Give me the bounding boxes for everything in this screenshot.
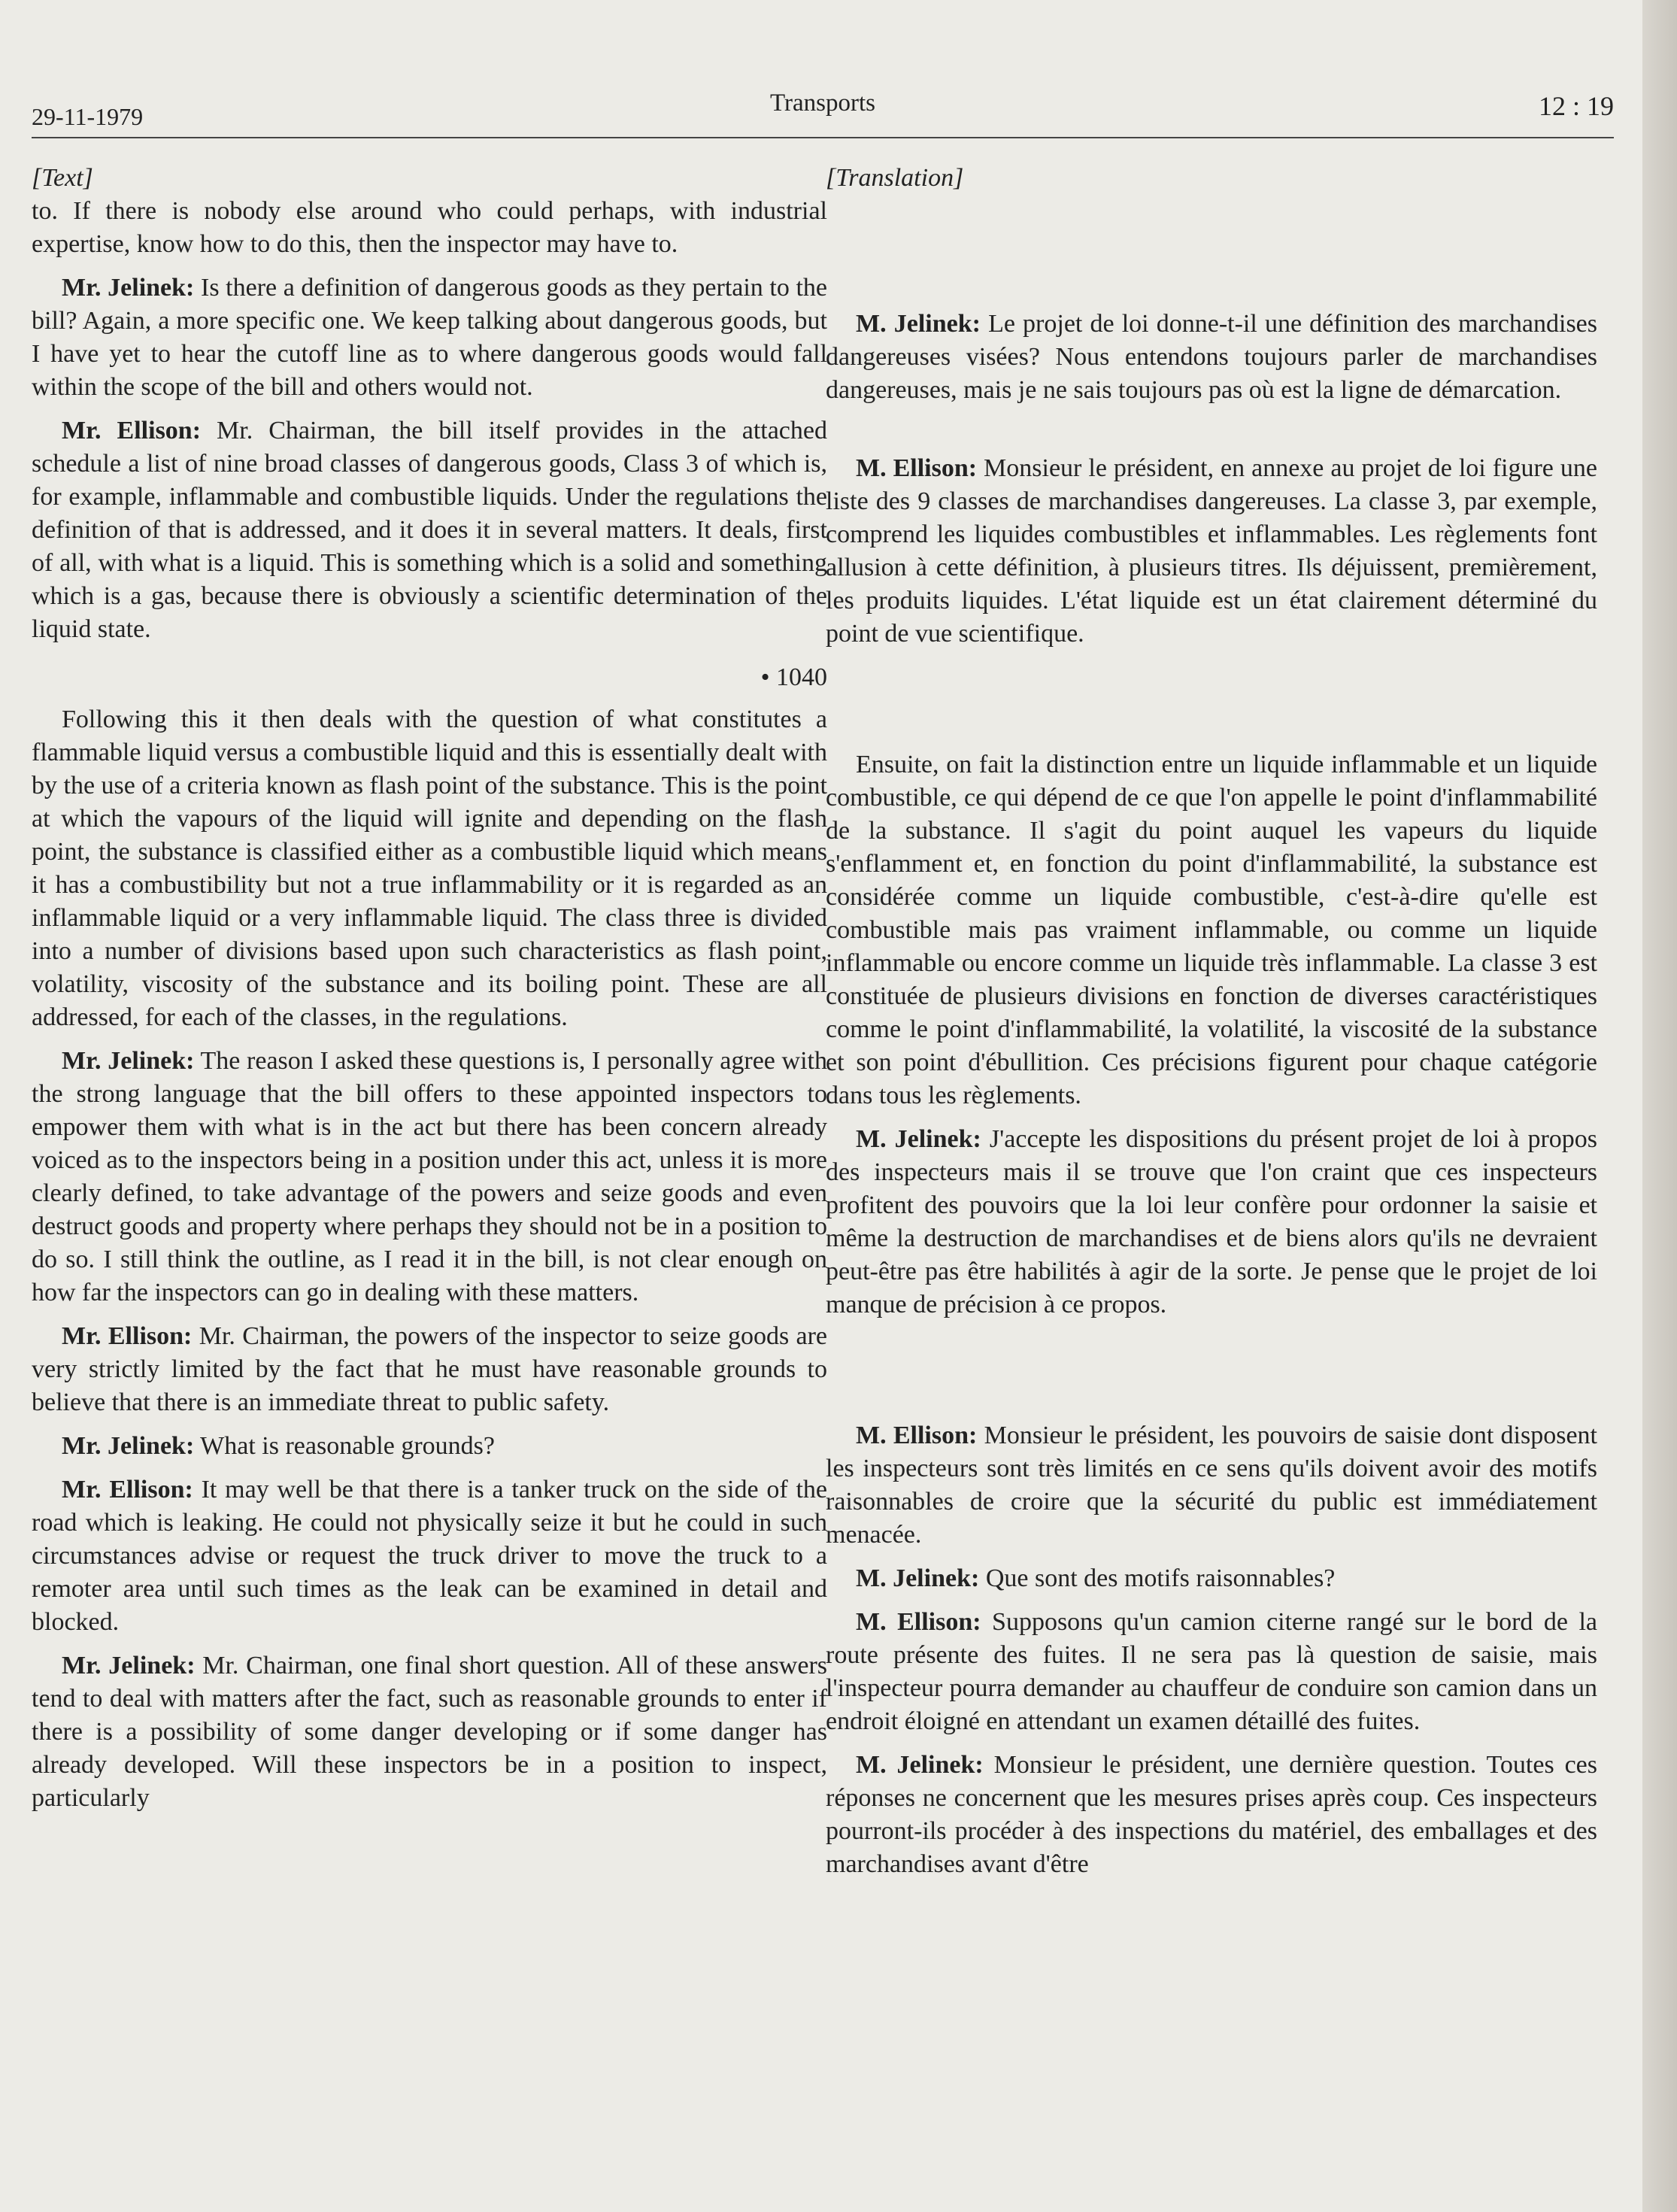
paragraph xyxy=(32,1430,827,1463)
speaker-name: M. Jelinek: xyxy=(856,310,981,338)
speaker-name: Mr. Jelinek: xyxy=(62,1652,196,1679)
french-label: [Translation] xyxy=(826,164,964,192)
speaker-name: M. Jelinek: xyxy=(856,1125,981,1153)
speaker-name: M. Jelinek: xyxy=(856,1751,984,1779)
paragraph xyxy=(32,1649,827,1815)
paragraph xyxy=(32,1473,827,1639)
header-page-number: 12 : 19 xyxy=(1538,91,1614,121)
paragraph: to. If there is nobody else around who could perhaps, with industrial expertise, know how to do this, then the inspector may have to. xyxy=(32,197,827,258)
speaker-name: Mr. Ellison: xyxy=(62,1476,193,1503)
speaker-name: M. Ellison: xyxy=(856,454,978,482)
speech-text: Monsieur le président, en annexe au projet de loi figure une liste des 9 classes de marchandises dangereuses. La classe 3, par exemple, comprend les liquides combustibles et inflammables. Les règlements font allusion à cette définition, à plusieurs titres. Ils déjuissent, premièrement, les produits liquides. L'état liquide est un état clairement déterminé du point de vue scientifique. xyxy=(826,454,1597,648)
paragraph xyxy=(32,1045,827,1309)
page-header xyxy=(32,75,1614,138)
paragraph xyxy=(32,272,827,404)
speech-text: The reason I asked these questions is, I personally agree with the strong language that the bill offers to these appointed inspectors to empower them with what is in the act but there has been concern already voiced as to the inspectors being in a position under this act, unless it is more clearly defined, to take advantage of the powers and seize goods and even destruct goods and property where perhaps they should not be in a position to do so. I still think the outline, as I read it in the bill, is not clear enough on how far the inspectors can go in dealing with these matters. xyxy=(32,1047,827,1306)
speech-text: Mr. Chairman, the bill itself provides in the attached schedule a list of nine broad classes of dangerous goods, Class 3 of which is, for example, inflammable and combustible liquids. Under the regulations the definition of that is addressed, and it does it in several matters. It deals, first of all, with what is a liquid. This is something which is a solid and something which is a gas, because there is obviously a scientific determination of the liquid state. xyxy=(32,417,827,643)
paragraph xyxy=(826,1562,1597,1595)
paragraph: Ensuite, on fait la distinction entre un liquide inflammable et un liquide combustible, ce qui dépend de ce que l'on appelle le point d'inflammabilité de la substance. Il s'agit du point auquel les vapeurs du liquide s'enflamment et, en fonction du point d'inflammabilité, la substance est considérée comme un liquide combustible, c'est-à-dire qu'elle est combustible mais pas vraiment inflammable, ou comme un liquide inflammable ou encore comme un liquide très inflammable. La classe 3 est constituée de plusieurs divisions en fonction de diverses caractéristiques comme le point d'inflammabilité, la volatilité, la viscosité de la substance et son point d'ébullition. Ces précisions figurent pour chaque catégorie dans tous les règlements. xyxy=(826,751,1597,1109)
paragraph xyxy=(826,1419,1597,1552)
speech-text: J'accepte les dispositions du présent projet de loi à propos des inspecteurs mais il se trouve que l'on craint que ces inspecteurs profitent des pouvoirs que la loi leur confère pour ordonner la saisie et même la destruction de marchandises et de biens alors qu'ils ne devraient peut-être pas être habilités à agir de la sorte. Je pense que le projet de loi manque de précision à ce propos. xyxy=(826,1125,1597,1318)
paragraph xyxy=(826,1606,1597,1738)
speech-text: Que sont des motifs raisonnables? xyxy=(979,1564,1336,1592)
page-edge xyxy=(1642,0,1677,2212)
paragraph xyxy=(826,1123,1597,1321)
speech-text: What is reasonable grounds? xyxy=(194,1432,495,1460)
speech-text: Is there a definition of dangerous goods as they pertain to the bill? Again, a more specific one. We keep talking about dangerous goods, but I have yet to hear the cutoff line as to where dangerous goods would fall within the scope of the bill and others would not. xyxy=(32,274,827,401)
speech-text: Monsieur le président, les pouvoirs de saisie dont disposent les inspecteurs sont très limités en ce sens qu'ils doivent avoir des motifs raisonnables de croire que la sécurité du public est immédiatement menacée. xyxy=(826,1422,1597,1549)
french-column xyxy=(826,162,1597,2197)
speech-text: Mr. Chairman, the powers of the inspector to seize goods are very strictly limited by the fact that he must have reasonable grounds to believe that there is an immediate threat to public safety. xyxy=(32,1322,828,1416)
paragraph xyxy=(826,1749,1597,1881)
speaker-name: Mr. Ellison: xyxy=(62,417,202,445)
speaker-name: Mr. Jelinek: xyxy=(62,1432,195,1460)
speech-text: Monsieur le président, une dernière question. Toutes ces réponses ne concernent que les mesures prises après coup. Ces inspecteurs pourront-ils procéder à des inspections du matériel, des emballages et des marchandises avant d'être xyxy=(826,1751,1597,1878)
speech-text: Supposons qu'un camion citerne rangé sur le bord de la route présente des fuites. Il ne sera pas là question de saisie, mais l'inspecteur pourra demander au chauffeur de conduire son camion dans un endroit éloigné en attendant un examen détaillé des fuites. xyxy=(826,1608,1597,1735)
speaker-name: Mr. Ellison: xyxy=(62,1322,193,1350)
speaker-name: Mr. Jelinek: xyxy=(62,1047,195,1075)
speaker-name: M. Ellison: xyxy=(856,1422,978,1449)
speaker-name: Mr. Jelinek: xyxy=(62,274,195,302)
paragraph xyxy=(826,308,1597,407)
paragraph xyxy=(32,414,827,646)
speech-text: Le projet de loi donne-t-il une définition des marchandises dangereuses visées? Nous entendons toujours parler de marchandises dangereuses, mais je ne sais toujours pas où est la ligne de démarcation. xyxy=(826,310,1597,404)
time-marker: • 1040 xyxy=(760,663,827,691)
paragraph xyxy=(32,1320,827,1419)
paragraph: Following this it then deals with the question of what constitutes a flammable liquid versus a combustible liquid and this is essentially dealt with by the use of a criteria known as flash point of the substance. This is the point at which the vapours of the liquid will ignite and depending on the flash point, the substance is classified either as a combustible liquid which means it has a combustibility but not a true inflammability or it is regarded as an inflammable liquid or a very inflammable liquid. The class three is divided into a number of divisions based upon such characteristics as flash point, volatility, viscosity of the substance and its boiling point. These are all addressed, for each of the classes, in the regulations. xyxy=(32,705,827,1031)
speaker-name: M. Jelinek: xyxy=(856,1564,980,1592)
header-title: Transports xyxy=(770,90,875,117)
speech-text: It may well be that there is a tanker truck on the side of the road which is leaking. He could not physically seize it but he could in such circumstances advise or request the truck driver to move the truck to a remoter area until such times as the leak can be examined in detail and blocked. xyxy=(32,1476,827,1636)
english-label: [Text] xyxy=(32,164,93,192)
paragraph xyxy=(826,452,1597,651)
english-column xyxy=(32,162,827,2197)
speech-text: Mr. Chairman, one final short question. All of these answers tend to deal with matters after the fact, such as reasonable grounds to enter if there is a possibility of some danger developing or if some danger has already developed. Will these inspectors be in a position to inspect, particularly xyxy=(32,1652,827,1812)
header-date: 29-11-1979 xyxy=(32,103,144,130)
speaker-name: M. Ellison: xyxy=(856,1608,981,1636)
